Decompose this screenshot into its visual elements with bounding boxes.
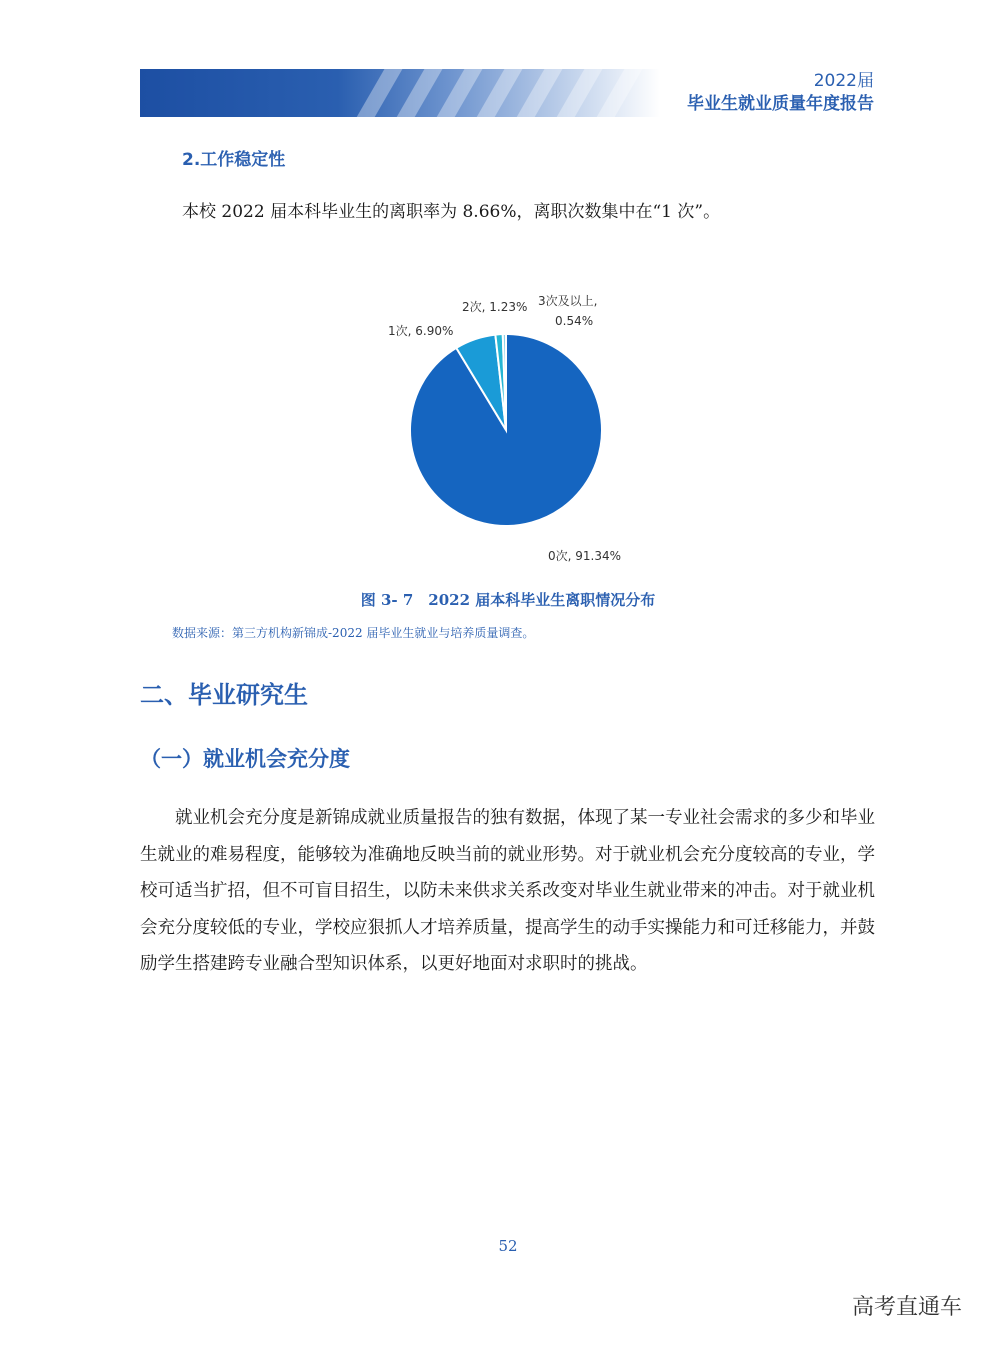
label-0: 0次, 91.34% xyxy=(548,549,622,563)
report-name: 毕业生就业质量年度报告 xyxy=(687,94,874,114)
heading-employment-opportunity: （一）就业机会充分度 xyxy=(140,747,350,771)
pie-chart xyxy=(350,280,670,580)
label-2: 2次, 1.23% xyxy=(462,300,528,314)
page-number: 52 xyxy=(498,1237,518,1255)
heading-graduate-students: 二、毕业研究生 xyxy=(140,681,308,709)
pie-slices xyxy=(410,334,602,526)
label-3plus-line1: 3次及以上, xyxy=(538,294,598,308)
watermark: 高考直通车 xyxy=(851,1295,962,1320)
label-1: 1次, 6.90% xyxy=(388,324,454,338)
figure-caption: 图 3- 7 2022 届本科毕业生离职情况分布 xyxy=(360,591,656,609)
label-3plus-line2: 0.54% xyxy=(555,314,594,328)
report-header xyxy=(687,70,874,116)
figure-source: 数据来源：第三方机构新锦成-2022 届毕业生就业与培养质量调查。 xyxy=(172,626,535,640)
report-year: 2022届 xyxy=(813,71,874,91)
intro-paragraph: 本校 2022 届本科毕业生的离职率为 8.66%，离职次数集中在“1 次”。 xyxy=(182,202,721,222)
header-banner xyxy=(140,69,660,117)
section-title-stability: 2.工作稳定性 xyxy=(182,150,286,170)
body-paragraph: 就业机会充分度是新锦成就业质量报告的独有数据，体现了某一专业社会需求的多少和毕业生就业的难易程度，能够较为准确地反映当前的就业形势。对于就业机会充分度较高的专业，学校可适当扩招，但不可盲目招生，以防未来供求关系改变对毕业生就业带来的冲击。对于就业机会充分度较低的专业，学校应狠抓人才培养质量，提高学生的动手实操能力和可迁移能力，并鼓励学生搭建跨专业融合型知识体系，以更好地面对求职时的挑战。 xyxy=(140,808,875,974)
